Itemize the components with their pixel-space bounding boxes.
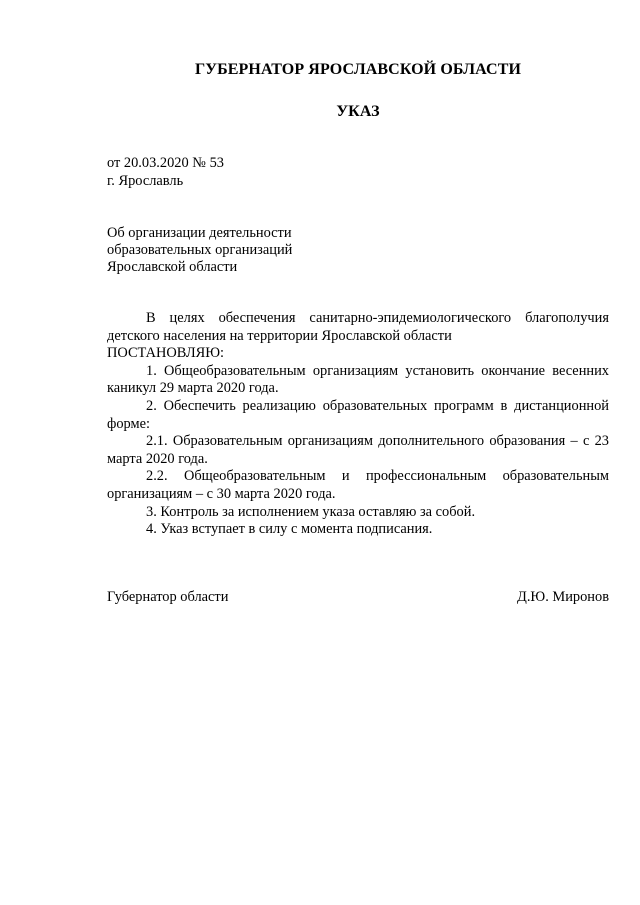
item-2-2: 2.2. Общеобразовательным и профессиональным образовательным организациям – с 30 марта 2020 года.: [107, 468, 609, 502]
item-3: 3. Контроль за исполнением указа оставляю за собой.: [146, 503, 476, 520]
document-type: УКАЗ: [336, 103, 380, 120]
preamble: В целях обеспечения санитарно-эпидемиологического благополучия детского населения на территории Ярославской области: [107, 310, 609, 344]
item-1: 1. Общеобразовательным организациям установить окончание весенних каникул 29 марта 2020 года.: [107, 362, 609, 397]
signatory-name: Д.Ю. Миронов: [517, 589, 609, 605]
subject-line-2: образовательных организаций: [107, 242, 293, 258]
city: г. Ярославль: [107, 173, 184, 189]
item-2-1: 2.1. Образовательным организациям дополнительного образования – с 23 марта 2020 года.: [107, 433, 609, 467]
subject-line-1: Об организации деятельности: [107, 225, 292, 241]
date-number: от 20.03.2020 № 53: [107, 155, 224, 171]
subject-line-3: Ярославской области: [107, 259, 238, 275]
decree-word: ПОСТАНОВЛЯЮ:: [107, 345, 225, 362]
item-4: 4. Указ вступает в силу с момента подписания.: [146, 521, 433, 538]
issuer-title: ГУБЕРНАТОР ЯРОСЛАВСКОЙ ОБЛАСТИ: [194, 61, 522, 78]
decree-body: [107, 310, 609, 539]
signatory-position: Губернатор области: [107, 589, 229, 605]
item-2: 2. Обеспечить реализацию образовательных программ в дистанционной форме:: [107, 397, 609, 432]
